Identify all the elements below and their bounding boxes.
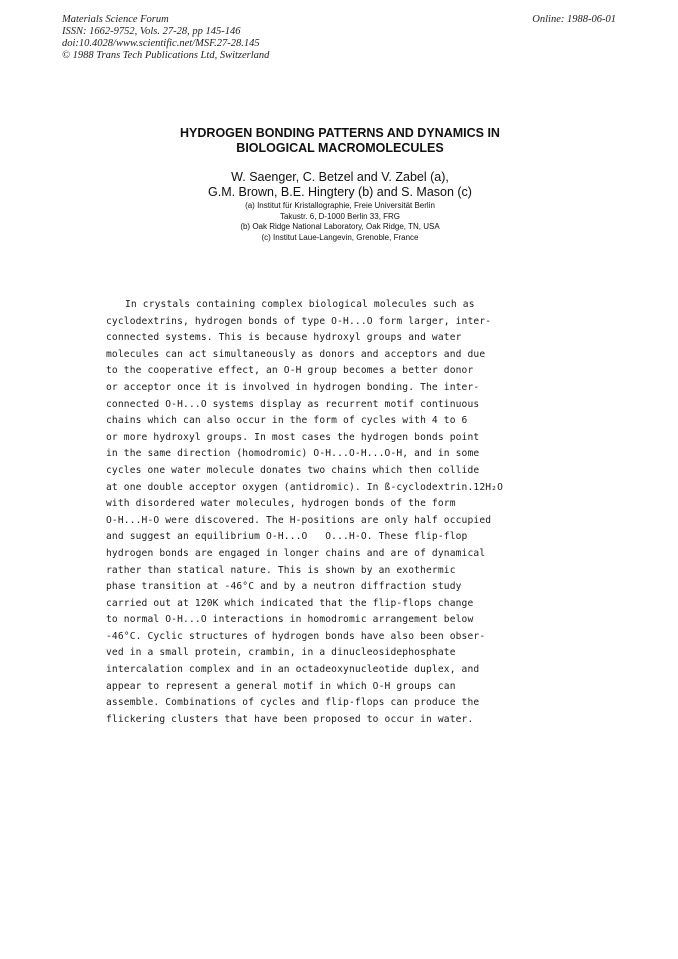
abstract-text: [106, 297, 576, 728]
copyright-line: © 1988 Trans Tech Publications Ltd, Switzerland: [62, 50, 270, 61]
abstract-line: hydrogen bonds are engaged in longer chains and are of dynamical: [106, 547, 486, 559]
issn-line: ISSN: 1662-9752, Vols. 27-28, pp 145-146: [62, 26, 241, 37]
paper-title: [100, 126, 580, 156]
publication-info: [62, 14, 269, 62]
affiliation-a: (a) Institut für Kristallographie, Freie Universität Berlin: [245, 201, 435, 210]
affiliation-a-address: Takustr. 6, D-1000 Berlin 33, FRG: [279, 211, 401, 221]
abstract-line: to normal O-H...O interactions in homodromic arrangement below: [106, 614, 474, 626]
abstract-line: connected systems. This is because hydroxyl groups and water: [106, 332, 462, 344]
author-list: [100, 170, 580, 200]
abstract-line: in the same direction (homodromic) O-H...O-H...O-H, and in some: [106, 448, 480, 460]
abstract-line: intercalation complex and in an octadeoxynucleotide duplex, and: [106, 664, 480, 676]
abstract-line: rather than statical nature. This is shown by an exothermic: [106, 564, 456, 576]
abstract-line: at one double acceptor oxygen (antidromic). In ß-cyclodextrin.12H₂O: [106, 481, 504, 493]
title-line-1: HYDROGEN BONDING PATTERNS AND DYNAMICS IN: [180, 126, 500, 140]
doi-line: doi:10.4028/www.scientific.net/MSF.27-28.145: [62, 38, 260, 49]
abstract-line: and suggest an equilibrium O-H...O O...H-O. These flip-flop: [106, 531, 468, 543]
abstract-line: assemble. Combinations of cycles and flip-flops can produce the: [106, 697, 480, 709]
abstract-line: carried out at 120K which indicated that the flip-flops change: [106, 597, 474, 609]
title-line-2: BIOLOGICAL MACROMOLECULES: [236, 141, 444, 155]
abstract-line: -46°C. Cyclic structures of hydrogen bonds have also been obser-: [106, 630, 486, 642]
affiliations: [100, 201, 580, 244]
abstract-line: molecules can act simultaneously as donors and acceptors and due: [106, 348, 486, 360]
abstract-line: ved in a small protein, crambin, in a dinucleosidephosphate: [106, 647, 456, 659]
abstract-line: or more hydroxyl groups. In most cases the hydrogen bonds point: [106, 431, 480, 443]
affiliation-b: (b) Oak Ridge National Laboratory, Oak Ridge, TN, USA: [240, 222, 440, 232]
affiliation-c: (c) Institut Laue-Langevin, Grenoble, France: [261, 233, 419, 243]
abstract-line: flickering clusters that have been proposed to occur in water.: [106, 713, 474, 725]
abstract-line: to the cooperative effect, an O-H group becomes a better donor: [106, 365, 474, 377]
abstract-line: appear to represent a general motif in which O-H groups can: [106, 680, 456, 692]
abstract-line: cyclodextrins, hydrogen bonds of type O-H...O form larger, inter-: [106, 315, 492, 327]
abstract-line: with disordered water molecules, hydrogen bonds of the form: [106, 498, 456, 510]
authors-line-1: W. Saenger, C. Betzel and V. Zabel (a),: [231, 170, 449, 184]
abstract-line: connected O-H...O systems display as recurrent motif continuous: [106, 398, 480, 410]
online-date: Online: 1988-06-01: [532, 14, 616, 25]
abstract-line: In crystals containing complex biological molecules such as: [125, 299, 475, 310]
authors-line-2: G.M. Brown, B.E. Hingtery (b) and S. Mason (c): [208, 185, 472, 199]
abstract-line: or acceptor once it is involved in hydrogen bonding. The inter-: [106, 381, 480, 393]
abstract-line: cycles one water molecule donates two chains which then collide: [106, 464, 480, 476]
abstract-line: chains which can also occur in the form of cycles with 4 to 6: [106, 415, 468, 427]
abstract-line: phase transition at -46°C and by a neutron diffraction study: [106, 581, 462, 593]
journal-name: Materials Science Forum: [62, 14, 169, 25]
abstract-line: O-H...H-O were discovered. The H-positions are only half occupied: [106, 514, 492, 526]
